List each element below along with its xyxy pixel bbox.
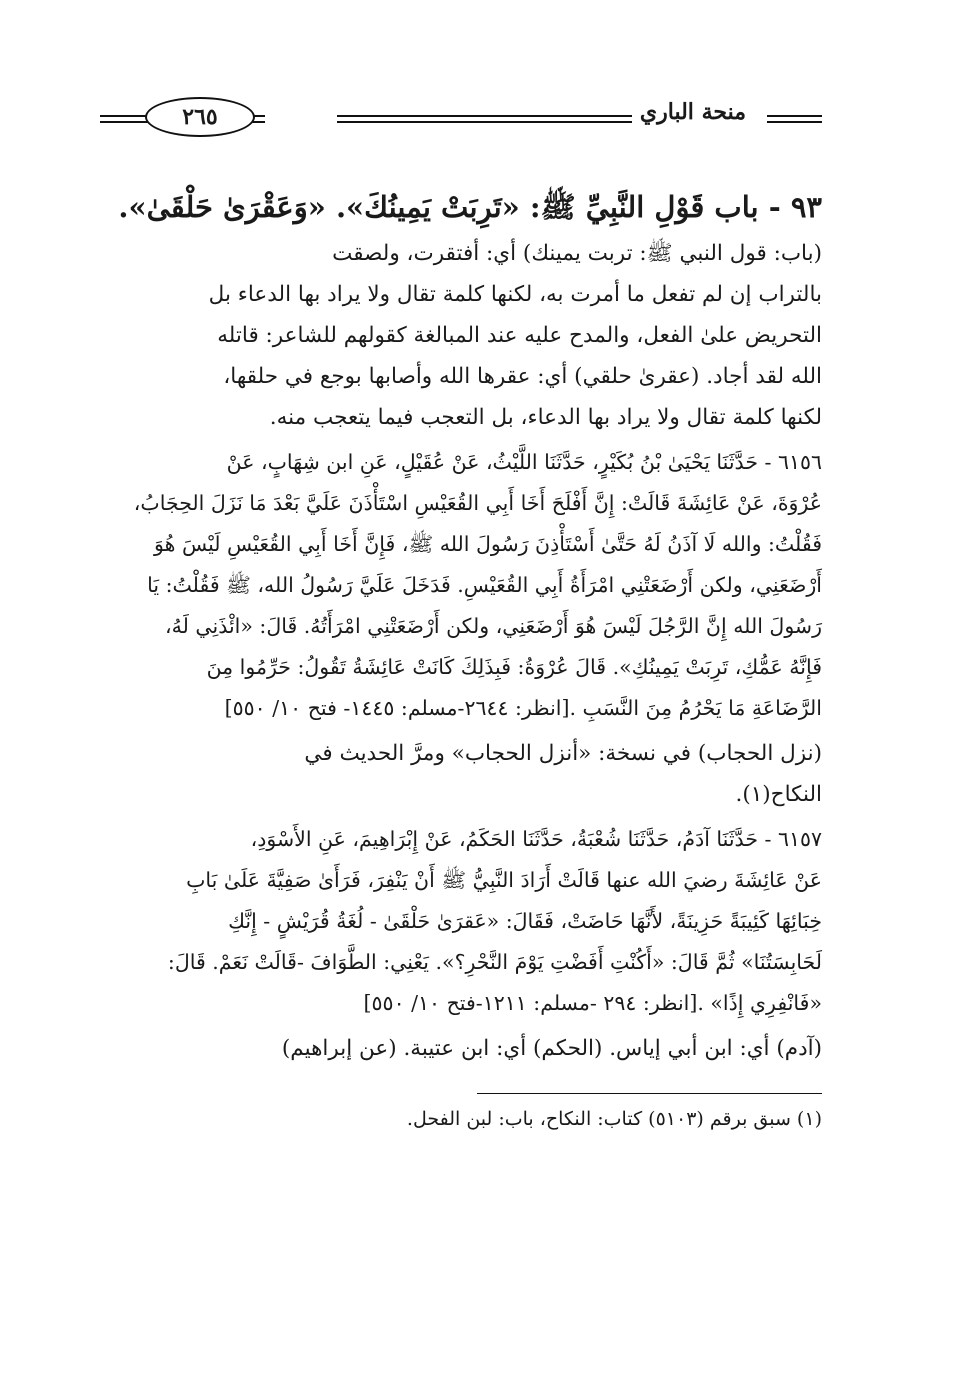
hadith-line: الرَّضَاعَةِ مَا يَحْرُمُ مِنَ النَّسَبِ .[انظر: ٢٦٤٤-مسلم: ١٤٤٥- فتح ١٠/ ٥٥٠] — [224, 696, 822, 720]
hadith-6157 — [100, 819, 822, 1024]
commentary-block-1 — [100, 233, 822, 438]
hadith-line: ٦١٥٦ - حَدَّثَنَا يَحْيَىٰ بْنُ بُكَيْرٍ، حَدَّثَنَا اللَّيْثُ، عَنْ عُقَيْلٍ، عَنِ ابن شِهَابٍ، عَنْ — [226, 450, 822, 474]
text-line: لكنها كلمة تقال ولا يراد بها الدعاء، بل التعجب فيما يتعجب منه. — [269, 405, 822, 430]
hadith-line: فَقُلْتُ: والله لَا آذَنُ لَهُ حَتَّىٰ أَسْتَأْذِنَ رَسُولَ الله ﷺ، فَإِنَّ أَخَا أَبِي القُعَيْسِ لَيْسَ هُوَ — [154, 532, 822, 556]
text-line: الله لقد أجاد. (عقرىٰ حلقي) أي: عقرها الله وأصابها بوجع في حلقها، — [223, 364, 822, 389]
hadith-line: عُرْوَةَ، عَنْ عَائِشَةَ قَالَتْ: إِنَّ أَفْلَحَ أَخَا أَبِي القُعَيْسِ اسْتَأْذَنَ عَلَيَّ بَعْدَ مَا نَزَلَ الحِجَابُ، — [133, 491, 822, 515]
hadith-line: رَسُولَ الله إِنَّ الرَّجُلَ لَيْسَ هُوَ أَرْضَعَنِي، ولكن أَرْضَعَتْنِي امْرَأَتُهُ. قَالَ: «ائْذَنِي لَهُ، — [165, 614, 822, 638]
footnote-divider — [477, 1093, 822, 1094]
commentary-block-2 — [100, 733, 822, 815]
text-line: (نزل الحجاب) في نسخة: «أنزل الحجاب» ومرَّ الحديث في — [304, 741, 822, 766]
commentary-block-3 — [100, 1028, 822, 1069]
page-number: ٢٦٥ — [182, 104, 218, 130]
text-line: (باب: قول النبي ﷺ: تربت يمينك) أي: أفتقرت، ولصقت — [332, 241, 822, 266]
hadith-line: خِبَائِهَا كَئِيبَةً حَزِينَةً، لأَنَّهَا حَاضَتْ، فَقَالَ: «عَقرَىٰ حَلْقَىٰ - لُغَةُ قُرَيْشٍ - إِنَّكِ — [228, 909, 822, 933]
text-line: بالتراب إن لم تفعل ما أمرت به، لكنها كلمة تقال ولا يراد بها الدعاء بل — [208, 282, 822, 307]
header-rule-right — [767, 115, 822, 123]
page-number-oval — [145, 97, 255, 137]
page-header — [100, 95, 822, 155]
footnote: (١) سبق برقم (٥١٠٣) كتاب: النكاح، باب: لبن الفحل. — [406, 1108, 822, 1130]
running-title: منحة الباري — [632, 99, 754, 125]
hadith-line: «فَانْفِرِي إِذًا» .[انظر: ٢٩٤ -مسلم: ١٢١١-فتح ١٠/ ٥٥٠] — [363, 991, 822, 1015]
hadith-line: ٦١٥٧ - حَدَّثَنَا آدَمُ، حَدَّثَنَا شُعْبَةُ، حَدَّثَنَا الحَكَمُ، عَنْ إِبْرَاهِيمَ، عَنِ الأَسْوَدِ، — [250, 827, 822, 851]
hadith-line: عَنْ عَائِشَةَ رضيَ الله عنها قَالَتْ أَرَادَ النَّبِيُّ ﷺ أَنْ يَنْفِرَ، فَرَأَىٰ صَفِيَّةَ عَلَىٰ بَابِ — [186, 868, 822, 892]
hadith-line: أَرْضَعَنِي، ولكن أَرْضَعَتْنِي امْرَأَةُ أَبِي القُعَيْسِ. فَدَخَلَ عَلَيَّ رَسُولُ الله، ﷺ فَقُلْتُ: يَا — [147, 573, 822, 597]
chapter-title: ٩٣ - باب قَوْلِ النَّبِيِّ ﷺ: «تَرِبَتْ يَمِينُكَ». «وَعَقْرَىٰ حَلْقَىٰ». — [118, 190, 822, 224]
hadith-line: لَحَابِسَتُنَا» ثُمَّ قَالَ: «أَكُنْتِ أَفَضْتِ يَوْمَ النَّحْرِ؟». يَعْنِي: الطَّوَافَ -قَالَتْ نَعَمْ. قَالَ: — [167, 950, 822, 974]
hadith-line: فَإِنَّهُ عَمُّكِ، تَرِبَتْ يَمِينُكِ». قَالَ عُرْوَةُ: فَبِذَلِكَ كَانَتْ عَائِشَةُ تَقُولُ: حَرِّمُوا مِنَ — [206, 655, 822, 679]
book-page — [100, 95, 822, 1136]
hadith-6156 — [100, 442, 822, 729]
text-line: التحريض علىٰ الفعل، والمدح عليه عند المبالغة كقولهم للشاعر: قاتله — [217, 323, 822, 348]
header-rule-middle — [337, 115, 637, 123]
text-line: النكاح(١). — [735, 782, 822, 807]
text-line: (آدم) أي: ابن أبي إياس. (الحكم) أي: ابن عتيبة. (عن إبراهيم) — [281, 1036, 822, 1061]
